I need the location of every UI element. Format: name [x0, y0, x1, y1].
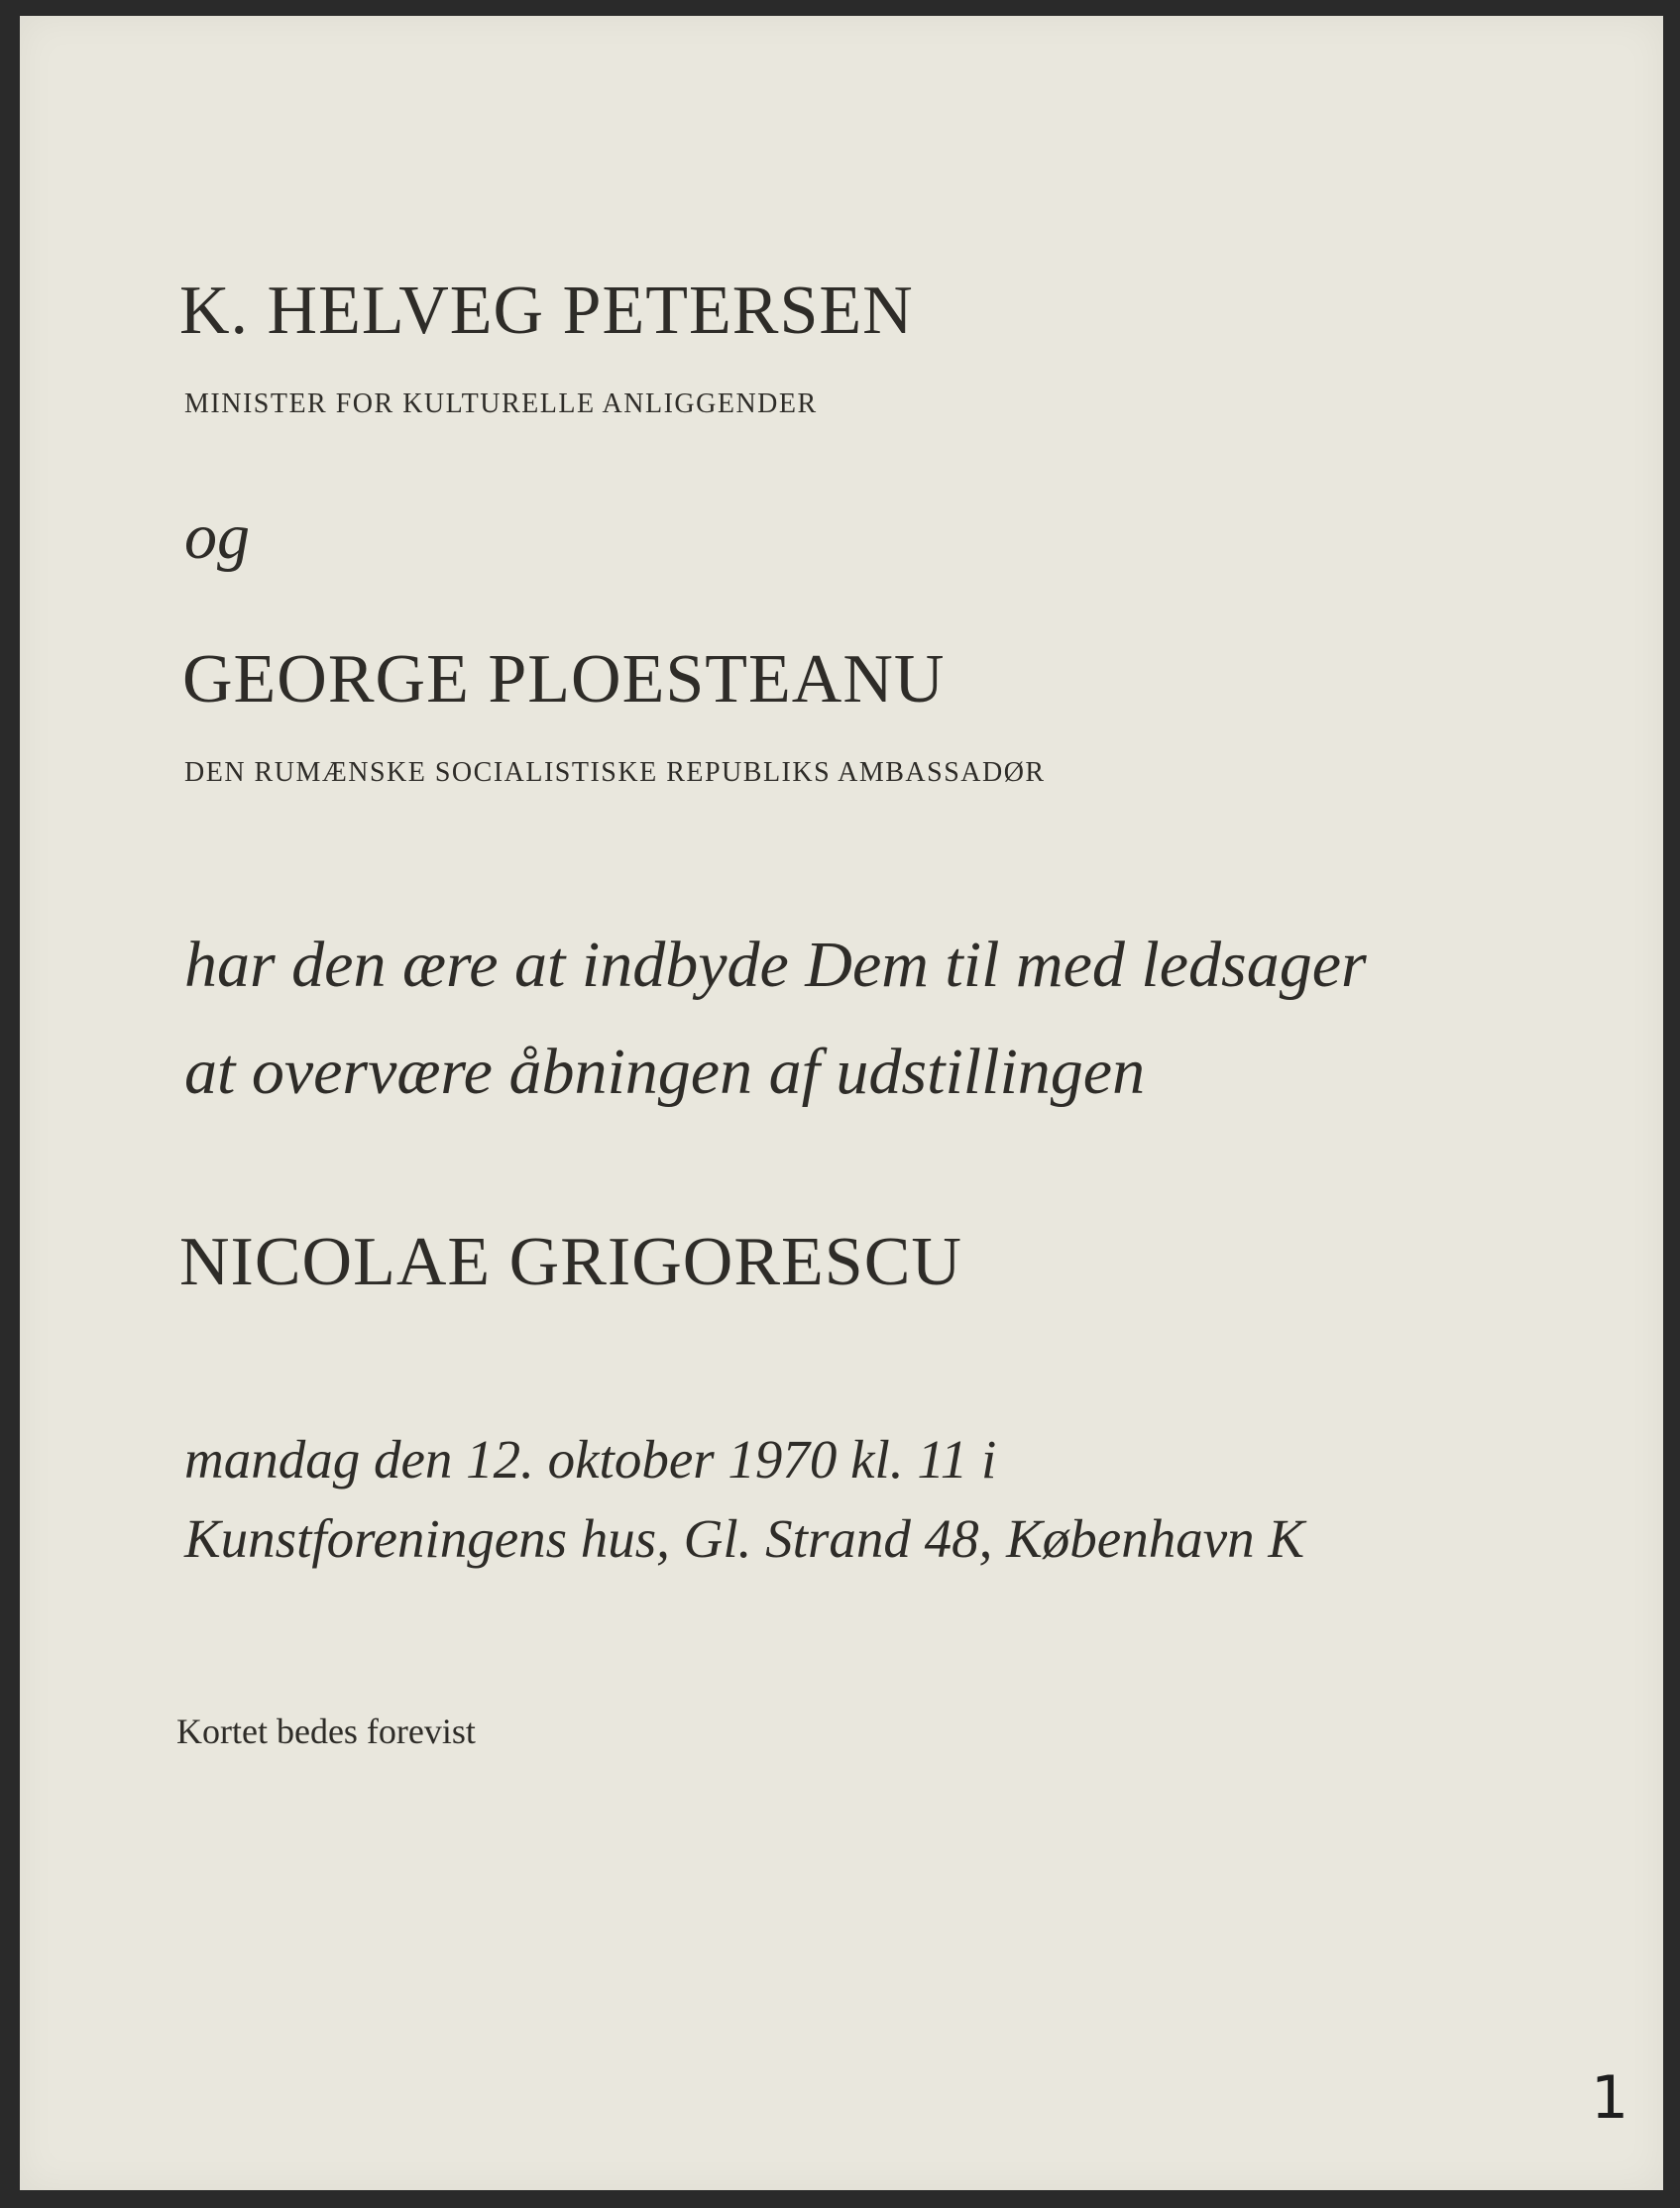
card-note: Kortet bedes forevist [176, 1711, 476, 1751]
host1-title: MINISTER FOR KULTURELLE ANLIGGENDER [184, 388, 818, 419]
host2-name: GEORGE PLOESTEANU [182, 641, 946, 718]
host1-name: K. HELVEG PETERSEN [179, 273, 914, 349]
page-number: 1 [1591, 2063, 1629, 2133]
invitation-line-1: har den ære at indbyde Dem til med ledsager [184, 929, 1367, 1001]
conjunction: og [184, 500, 250, 573]
host2-title: DEN RUMÆNSKE SOCIALISTISKE REPUBLIKS AMBASSADØR [184, 757, 1046, 788]
event-date: mandag den 12. oktober 1970 kl. 11 i [184, 1429, 997, 1490]
exhibition-artist: NICOLAE GRIGORESCU [179, 1224, 962, 1300]
event-location: Kunstforeningens hus, Gl. Strand 48, København K [184, 1508, 1305, 1569]
invitation-card [20, 16, 1663, 2190]
invitation-line-2: at overvære åbningen af udstillingen [184, 1036, 1146, 1108]
